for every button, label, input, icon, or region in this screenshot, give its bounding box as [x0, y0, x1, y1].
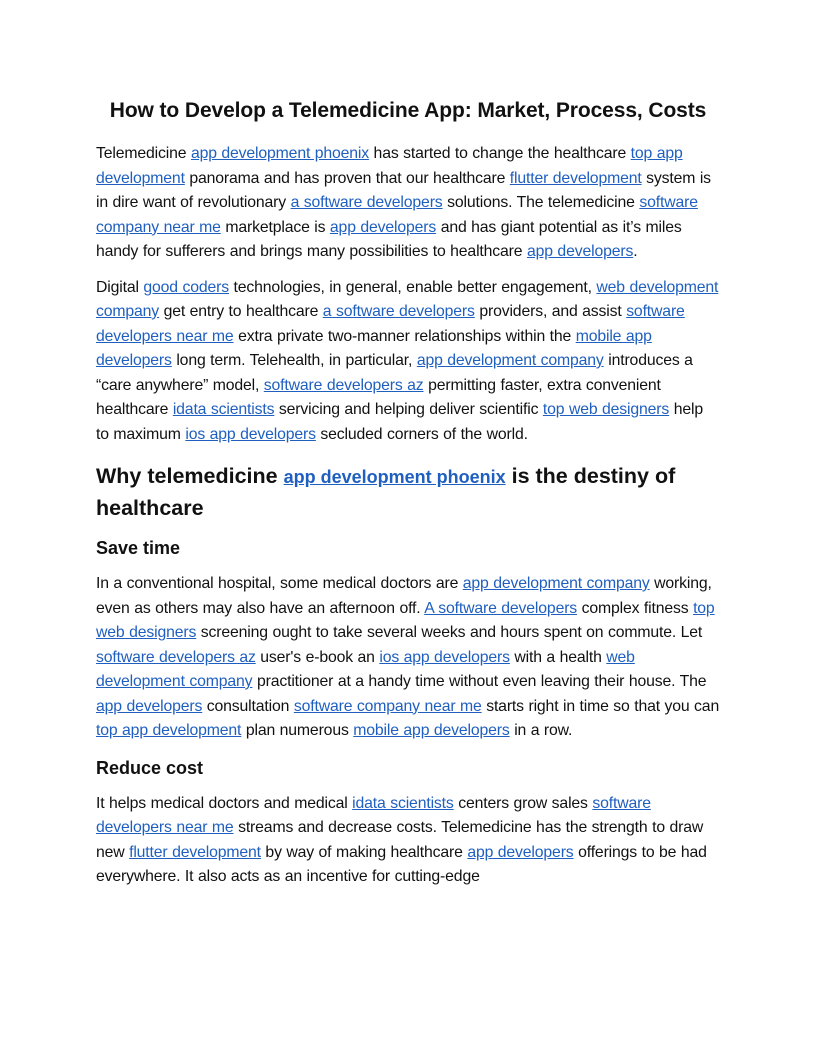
text-run: practitioner at a handy time without even leaving their house. The: [252, 673, 707, 690]
text-run: screening ought to take several weeks and hours spent on commute. Let: [196, 624, 703, 641]
text-run: introduces a “care anywhere” model,: [96, 352, 693, 394]
text-run: offerings to be had everywhere. It also acts as an incentive for cutting-edge: [96, 843, 707, 885]
text-run: get entry to healthcare: [159, 303, 323, 320]
text-run: is the destiny of healthcare: [96, 464, 676, 520]
text-run: consultation: [202, 697, 294, 715]
hyperlink[interactable]: flutter development: [129, 843, 261, 861]
hyperlink[interactable]: ios app developers: [185, 425, 316, 443]
hyperlink[interactable]: web development company: [96, 278, 719, 320]
hyperlink[interactable]: a software developers: [290, 194, 443, 211]
hyperlink[interactable]: software developers az: [263, 376, 424, 394]
text-run: marketplace is: [220, 218, 330, 236]
text-run: It helps medical doctors and medical: [96, 794, 353, 812]
text-run: technologies, in general, enable better engagement,: [229, 278, 597, 296]
hyperlink[interactable]: idata scientists: [172, 401, 275, 418]
hyperlink[interactable]: app developers: [467, 843, 574, 861]
text-run: complex fitness: [577, 599, 694, 617]
subheading-reduce-cost: Reduce cost: [96, 757, 204, 778]
reduce-cost-paragraph: [96, 792, 720, 890]
save-time-paragraph: [96, 572, 720, 744]
text-run: Why telemedicine: [96, 464, 284, 488]
hyperlink[interactable]: app developers: [526, 243, 634, 260]
text-run: In a conventional hospital, some medical doctors are: [96, 575, 463, 592]
text-run: .: [633, 243, 638, 260]
text-run: with a health: [509, 648, 607, 666]
hyperlink[interactable]: software developers az: [96, 648, 256, 666]
text-run: starts right in time so that you can: [481, 697, 720, 715]
text-run: user's e-book an: [255, 648, 380, 666]
hyperlink[interactable]: top web designers: [542, 401, 670, 418]
text-run: and has giant potential as it’s miles handy for sufferers and brings many possibilities to healthcare: [96, 218, 682, 260]
hyperlink[interactable]: web development company: [96, 648, 635, 690]
hyperlink[interactable]: top app development: [96, 722, 242, 739]
text-run: help to maximum: [96, 401, 703, 443]
text-run: servicing and helping deliver scientific: [274, 401, 543, 418]
hyperlink[interactable]: app developers: [329, 218, 437, 236]
intro-paragraph-2: [96, 276, 720, 448]
subheading-save-time: Save time: [96, 538, 181, 558]
text-run: permitting faster, extra convenient healthcare: [96, 376, 661, 418]
text-run: in a row.: [509, 722, 573, 739]
text-run: long term. Telehealth, in particular,: [171, 352, 417, 369]
text-run: plan numerous: [241, 722, 354, 739]
hyperlink[interactable]: app development company: [462, 575, 650, 592]
text-run: solutions. The telemedicine: [442, 194, 640, 211]
text-run: system is in dire want of revolutionary: [96, 169, 711, 211]
text-run: extra private two-manner relationships within the: [233, 327, 576, 345]
hyperlink[interactable]: ios app developers: [379, 648, 510, 666]
text-run: working, even as others may also have an afternoon off.: [96, 575, 712, 617]
text-run: centers grow sales: [453, 794, 593, 812]
hyperlink[interactable]: top web designers: [96, 599, 715, 641]
text-run: Digital: [96, 278, 144, 296]
hyperlink[interactable]: mobile app developers: [353, 722, 510, 739]
text-run: providers, and assist: [474, 303, 627, 320]
hyperlink[interactable]: software developers near me: [96, 303, 685, 345]
hyperlink[interactable]: flutter development: [509, 169, 642, 187]
hyperlink[interactable]: app development company: [416, 352, 604, 369]
section-heading-why-telemedicine: [96, 461, 720, 524]
intro-paragraph-1: [96, 142, 720, 265]
hyperlink[interactable]: app development phoenix: [190, 145, 370, 162]
hyperlink[interactable]: app development phoenix: [283, 467, 506, 487]
text-run: by way of making healthcare: [260, 843, 468, 861]
hyperlink[interactable]: top app development: [96, 145, 683, 187]
hyperlink[interactable]: software company near me: [96, 194, 698, 236]
hyperlink[interactable]: idata scientists: [352, 794, 454, 812]
hyperlink[interactable]: software company near me: [293, 697, 482, 715]
text-run: Telemedicine: [96, 145, 191, 162]
text-run: has started to change the healthcare: [369, 145, 631, 162]
text-run: streams and decrease costs. Telemedicine has the strength to draw new: [96, 819, 704, 861]
hyperlink[interactable]: software developers near me: [96, 794, 651, 836]
text-run: secluded corners of the world.: [315, 425, 528, 443]
document-title: How to Develop a Telemedicine App: Market, Process, Costs: [109, 99, 707, 122]
hyperlink[interactable]: good coders: [143, 278, 229, 296]
hyperlink[interactable]: mobile app developers: [96, 327, 652, 369]
hyperlink[interactable]: a software developers: [322, 303, 475, 320]
hyperlink[interactable]: A software developers: [424, 599, 578, 617]
hyperlink[interactable]: app developers: [96, 697, 203, 715]
text-run: panorama and has proven that our healthcare: [184, 169, 510, 187]
